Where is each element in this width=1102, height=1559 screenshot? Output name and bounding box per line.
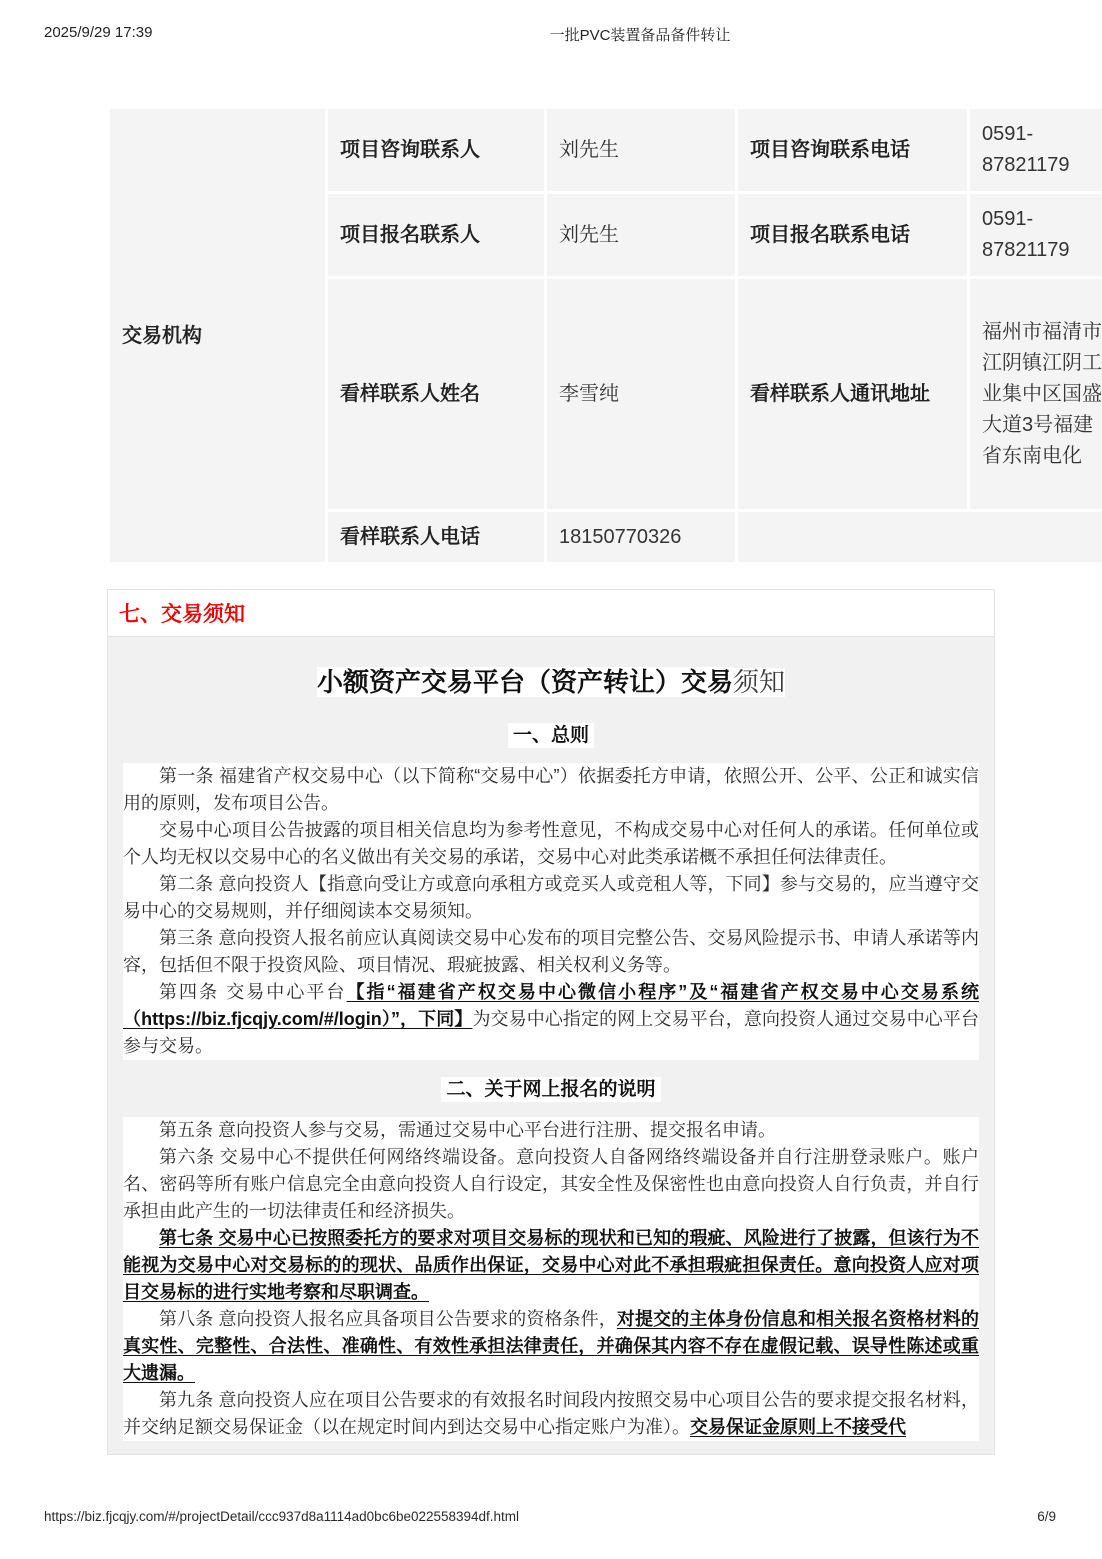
footer-page-number: 6/9	[1037, 1509, 1056, 1524]
notice-section-1-heading	[123, 722, 979, 750]
notice-paragraph-9: 第六条 交易中心不提供任何网络终端设备。意向投资人自备网络终端设备并自行注册登录账户。账户名、密码等所有账户信息完全由意向投资人自行设定，其安全性及保密性也由意向投资人自行负责，并自行承担由此产生的一切法律责任和经济损失。	[123, 1144, 979, 1225]
notice-paragraph-6: 第四条 交易中心平台【指“福建省产权交易中心微信小程序”及“福建省产权交易中心交易系统 （https://biz.fjcqjy.com/#/login）”，下同】为交易中心指定的网上交易平台，意向投资人通过交易中心平台参与交易。	[123, 979, 979, 1060]
contact-table	[107, 106, 1102, 565]
table-empty-cell	[738, 512, 1102, 562]
notice-section-2-heading	[123, 1076, 979, 1104]
print-header-title: 一批PVC装置备品备件转让	[549, 27, 731, 44]
table-group-label: 交易机构	[110, 109, 325, 562]
notice-paragraph-5: 第三条 意向投资人报名前应认真阅读交易中心发布的项目完整公告、交易风险提示书、申请人承诺等内容，包括但不限于投资风险、项目情况、瑕疵披露、相关权利义务等。	[123, 925, 979, 979]
notice-paragraph-8: 第五条 意向投资人参与交易，需通过交易中心平台进行注册、提交报名申请。	[123, 1117, 979, 1144]
notice-document	[107, 637, 995, 1455]
table-label-consult-contact: 项目咨询联系人	[328, 109, 544, 191]
table-value-consult-phone: 0591-87821179	[970, 109, 1102, 191]
table-value-viewing-address: 福州市福清市江阴镇江阴工业集中区国盛大道3号福建省东南电化	[970, 279, 1102, 509]
table-label-viewing-name: 看样联系人姓名	[328, 279, 544, 509]
table-value-viewing-phone: 18150770326	[547, 512, 735, 562]
table-label-signup-contact: 项目报名联系人	[328, 194, 544, 276]
notice-heading-text: 二、关于网上报名的说明	[441, 1077, 660, 1102]
section-7-heading: 七、交易须知	[119, 603, 245, 626]
notice-paragraph-12: 第九条 意向投资人应在项目公告要求的有效报名时间段内按照交易中心项目公告的要求提交报名材料，并交纳足额交易保证金（以在规定时间内到达交易中心指定账户为准）。交易保证金原则上不接受代	[123, 1387, 979, 1441]
table-value-signup-contact: 刘先生	[547, 194, 735, 276]
notice-title: 小额资产交易平台（资产转让）交易须知	[316, 667, 786, 697]
table-label-viewing-address: 看样联系人通讯地址	[738, 279, 967, 509]
notice-heading-text: 一、总则	[508, 723, 594, 748]
table-value-consult-contact: 刘先生	[547, 109, 735, 191]
notice-paragraph-4: 第二条 意向投资人【指意向受让方或意向承租方或竞买人或竞租人等，下同】参与交易的，应当遵守交易中心的交易规则，并仔细阅读本交易须知。	[123, 871, 979, 925]
footer-url: https://biz.fjcqjy.com/#/projectDetail/ccc937d8a1114ad0bc6be022558394df.html	[44, 1509, 520, 1524]
notice-paragraph-2: 第一条 福建省产权交易中心（以下简称“交易中心”）依据委托方申请，依照公开、公平、公正和诚实信用的原则，发布项目公告。	[123, 763, 979, 817]
section-7-band	[107, 589, 995, 637]
table-label-viewing-phone: 看样联系人电话	[328, 512, 544, 562]
table-label-signup-phone: 项目报名联系电话	[738, 194, 967, 276]
notice-paragraph-10: 第七条 交易中心已按照委托方的要求对项目交易标的现状和已知的瑕疵、风险进行了披露，但该行为不能视为交易中心对交易标的的现状、品质作出保证，交易中心对此不承担瑕疵担保责任。意向投资人应对项目交易标的进行实地考察和尽职调查。	[123, 1225, 979, 1306]
table-value-signup-phone: 0591-87821179	[970, 194, 1102, 276]
table-label-consult-phone: 项目咨询联系电话	[738, 109, 967, 191]
table-value-viewing-name: 李雪纯	[547, 279, 735, 509]
print-header-datetime: 2025/9/29 17:39	[44, 24, 153, 41]
notice-paragraph-3: 交易中心项目公告披露的项目相关信息均为参考性意见，不构成交易中心对任何人的承诺。任何单位或个人均无权以交易中心的名义做出有关交易的承诺，交易中心对此类承诺概不承担任何法律责任。	[123, 817, 979, 871]
notice-paragraph-11: 第八条 意向投资人报名应具备项目公告要求的资格条件，对提交的主体身份信息和相关报名资格材料的真实性、完整性、合法性、准确性、有效性承担法律责任，并确保其内容不存在虚假记载、误导性陈述或重大遗漏。	[123, 1306, 979, 1387]
